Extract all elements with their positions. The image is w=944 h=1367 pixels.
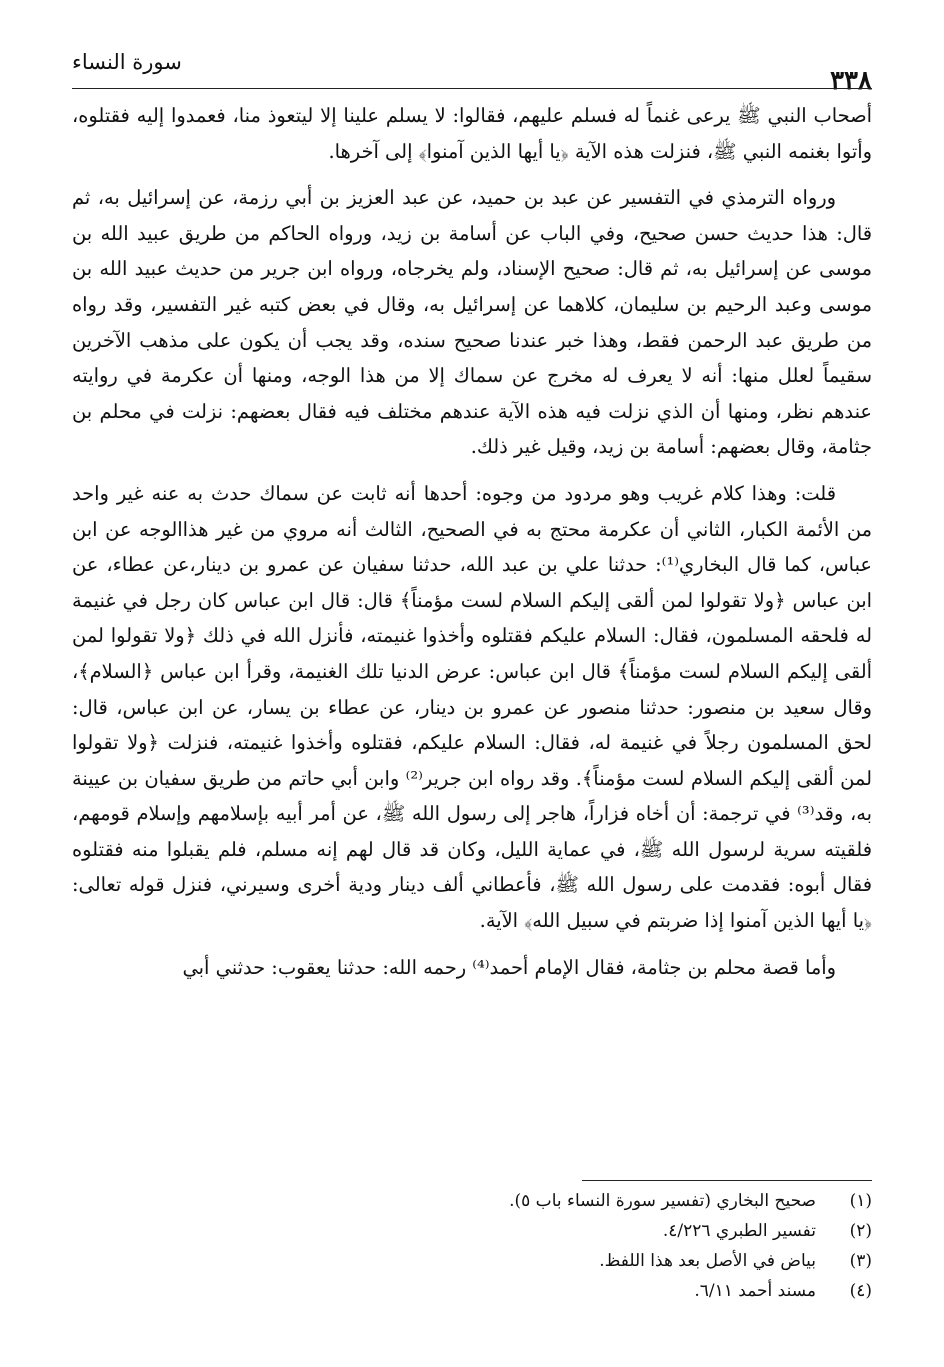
paragraph: ورواه الترمذي في التفسير عن عبد بن حميد، عن عبد العزيز بن أبي رزمة، عن إسرائيل به، ثم قال: هذا حديث حسن صحيح، وفي الباب عن أسامة بن زيد، ورواه الحاكم من طريق عبيد الله بن موسى عن إسرائيل به، ثم قال: صحيح الإسناد، ولم يخرجاه، ورواه ابن جرير من حديث عبيد الله بن موسى وعبد الرحيم بن سليمان، كلاهما عن إسرائيل به، وقال في بعض كتبه غير التفسير، وقد رواه من طريق عبد الرحمن فقط، وهذا خبر عندنا صحيح سنده، وقد يجب أن يكون على مذهب الآخرين سقيماً لعلل منها: أنه لا يعرف له مخرج عن سماك إلا من هذا الوجه، ومنها أن عكرمة في روايته عندهم نظر، ومنها أن الذي نزلت فيه هذه الآية عندهم مختلف فيه فقال بعضهم: نزلت في محلم بن جثامة، وقال بعضهم: أسامة بن زيد، وقيل غير ذلك.	[72, 186, 872, 459]
footnotes	[72, 1188, 872, 1308]
footnote-text: مسند أحمد ٦/١١.	[694, 1281, 816, 1301]
footnote	[72, 1278, 872, 1304]
footnote-number: (٤)	[849, 1281, 872, 1301]
footnote	[72, 1248, 872, 1274]
surah-name: سورة النساء	[72, 50, 182, 74]
footnote-text: صحيح البخاري (تفسير سورة النساء باب ٥).	[509, 1191, 816, 1211]
footnote-number: (٢)	[849, 1221, 872, 1241]
page-number: ٣٣٨	[830, 66, 872, 96]
footnote-number: (٣)	[849, 1251, 872, 1271]
main-text	[72, 98, 872, 996]
header-rule	[72, 88, 872, 89]
paragraph: قلت: وهذا كلام غريب وهو مردود من وجوه: أحدها أنه ثابت عن سماك حدث به عنه غير واحد من الأئمة الكبار، الثاني أن عكرمة محتج به في الصحيح، الثالث أنه مروي من غير هذاالوجه عن ابن عباس، كما قال البخاري⁽¹⁾: حدثنا علي بن عبد الله، حدثنا سفيان عن عمرو بن دينار،عن عطاء، عن ابن عباس ﴿ولا تقولوا لمن ألقى إليكم السلام لست مؤمناً﴾ قال: قال ابن عباس كان رجل في غنيمة له فلحقه المسلمون، فقال: السلام عليكم فقتلوه وأخذوا غنيمته، فأنزل الله في ذلك ﴿ولا تقولوا لمن ألقى إليكم السلام لست مؤمناً﴾ قال ابن عباس: عرض الدنيا تلك الغنيمة، وقرأ ابن عباس ﴿السلام﴾، وقال سعيد بن منصور: حدثنا منصور عن عمرو بن دينار، عن عطاء بن يسار، عن ابن عباس، قال: لحق المسلمون رجلاً في غنيمة له، فقال: السلام عليكم، فقتلوه وأخذوا غنيمته، فنزلت ﴿ولا تقولوا لمن ألقى إليكم السلام لست مؤمناً﴾. وقد رواه ابن جرير⁽²⁾ وابن أبي حاتم من طريق سفيان بن عيينة به، وقد⁽³⁾ في ترجمة: أن أخاه فزاراً، هاجر إلى رسول الله ﷺ، عن أمر أبيه بإسلامهم وإسلام قومهم، فلقيته سرية لرسول الله ﷺ، في عماية الليل، وكان قد قال لهم إنه مسلم، فلم يقبلوا منه فقتلوه فقال أبوه: فقدمت على رسول الله ﷺ، فأعطاني ألف دينار ودية أخرى وسيرني، فنزل قوله تعالى: ﴿يا أيها الذين آمنوا إذا ضربتم في سبيل الله﴾ الآية.	[72, 481, 872, 933]
footnote	[72, 1188, 872, 1214]
footnote-rule	[582, 1180, 872, 1181]
paragraph: وأما قصة محلم بن جثامة، فقال الإمام أحمد⁽⁴⁾ رحمه الله: حدثنا يعقوب: حدثني أبي	[182, 955, 836, 979]
footnote-text: بياض في الأصل بعد هذا اللفظ.	[599, 1251, 816, 1271]
running-header	[72, 50, 872, 96]
footnote-text: تفسير الطبري ٤/٢٢٦.	[662, 1221, 816, 1241]
paragraph: أصحاب النبي ﷺ يرعى غنماً له فسلم عليهم، فقالوا: لا يسلم علينا إلا ليتعوذ منا، فعمدوا إليه فقتلوه، وأتوا بغنمه النبي ﷺ، فنزلت هذه الآية ﴿يا أيها الذين آمنوا﴾ إلى آخرها.	[72, 104, 872, 163]
footnote-number: (١)	[849, 1191, 872, 1211]
footnote	[72, 1218, 872, 1244]
